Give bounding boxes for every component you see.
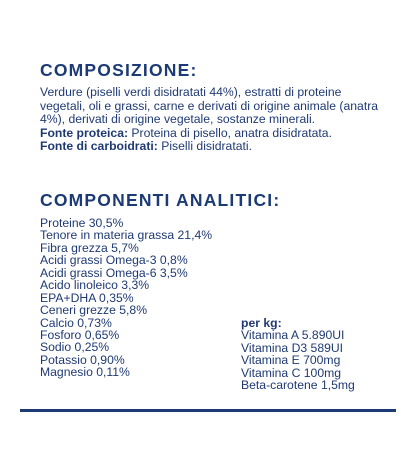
ingredients-text: Verdure (piselli verdi disidratati 44%), estratti di proteine vegetali, oli e grassi, carne e derivati di origine animale (anatra 4%), derivati di origine vegetale, sostanze minerali. xyxy=(40,85,379,127)
analytic-item: Calcio 0,73% xyxy=(40,315,112,330)
composizione-paragraph xyxy=(40,86,385,154)
vitamin-item: Vitamina D3 589UI xyxy=(241,340,344,355)
per-kg-heading: per kg: xyxy=(241,316,282,330)
analytic-item: Potassio 0,90% xyxy=(40,352,125,367)
componenti-heading: COMPONENTI ANALITICI: xyxy=(40,190,281,210)
bottom-divider xyxy=(20,409,396,412)
vitamin-item: Beta-carotene 1,5mg xyxy=(241,378,355,393)
fonte-carboidrati-line xyxy=(40,140,385,154)
fonte-carboidrati-value: Piselli disidratati. xyxy=(157,139,252,154)
analytic-item: Tenore in materia grassa 21,4% xyxy=(40,228,213,243)
analytic-item: Ceneri grezze 5,8% xyxy=(40,303,148,318)
analytic-item: Acidi grassi Omega-3 0,8% xyxy=(40,253,188,268)
vitamin-item: Vitamina C 100mg xyxy=(241,365,342,380)
analytic-item: Fibra grezza 5,7% xyxy=(40,240,139,255)
vitamin-item: Vitamina A 5.890UI xyxy=(241,328,345,343)
fonte-proteica-label: Fonte proteica: xyxy=(40,125,129,140)
vitamin-item: Vitamina E 700mg xyxy=(241,353,341,368)
analytic-item: Magnesio 0,11% xyxy=(40,365,130,380)
vitamin-list-right xyxy=(241,317,355,392)
analytic-item: Sodio 0,25% xyxy=(40,340,110,355)
analytic-item: Acido linoleico 3,3% xyxy=(40,278,150,293)
analytic-item: Acidi grassi Omega-6 3,5% xyxy=(40,265,188,280)
analytic-item: EPA+DHA 0,35% xyxy=(40,290,134,305)
fonte-carboidrati-label: Fonte di carboidrati: xyxy=(40,139,158,154)
analytic-item: Fosforo 0,65% xyxy=(40,327,120,342)
fonte-proteica-line xyxy=(40,127,385,141)
analytic-list-left xyxy=(40,217,212,379)
analytic-item: Proteine 30,5% xyxy=(40,216,124,230)
fonte-proteica-value: Proteina di pisello, anatra disidratata. xyxy=(128,125,332,140)
composizione-heading: COMPOSIZIONE: xyxy=(40,60,198,80)
